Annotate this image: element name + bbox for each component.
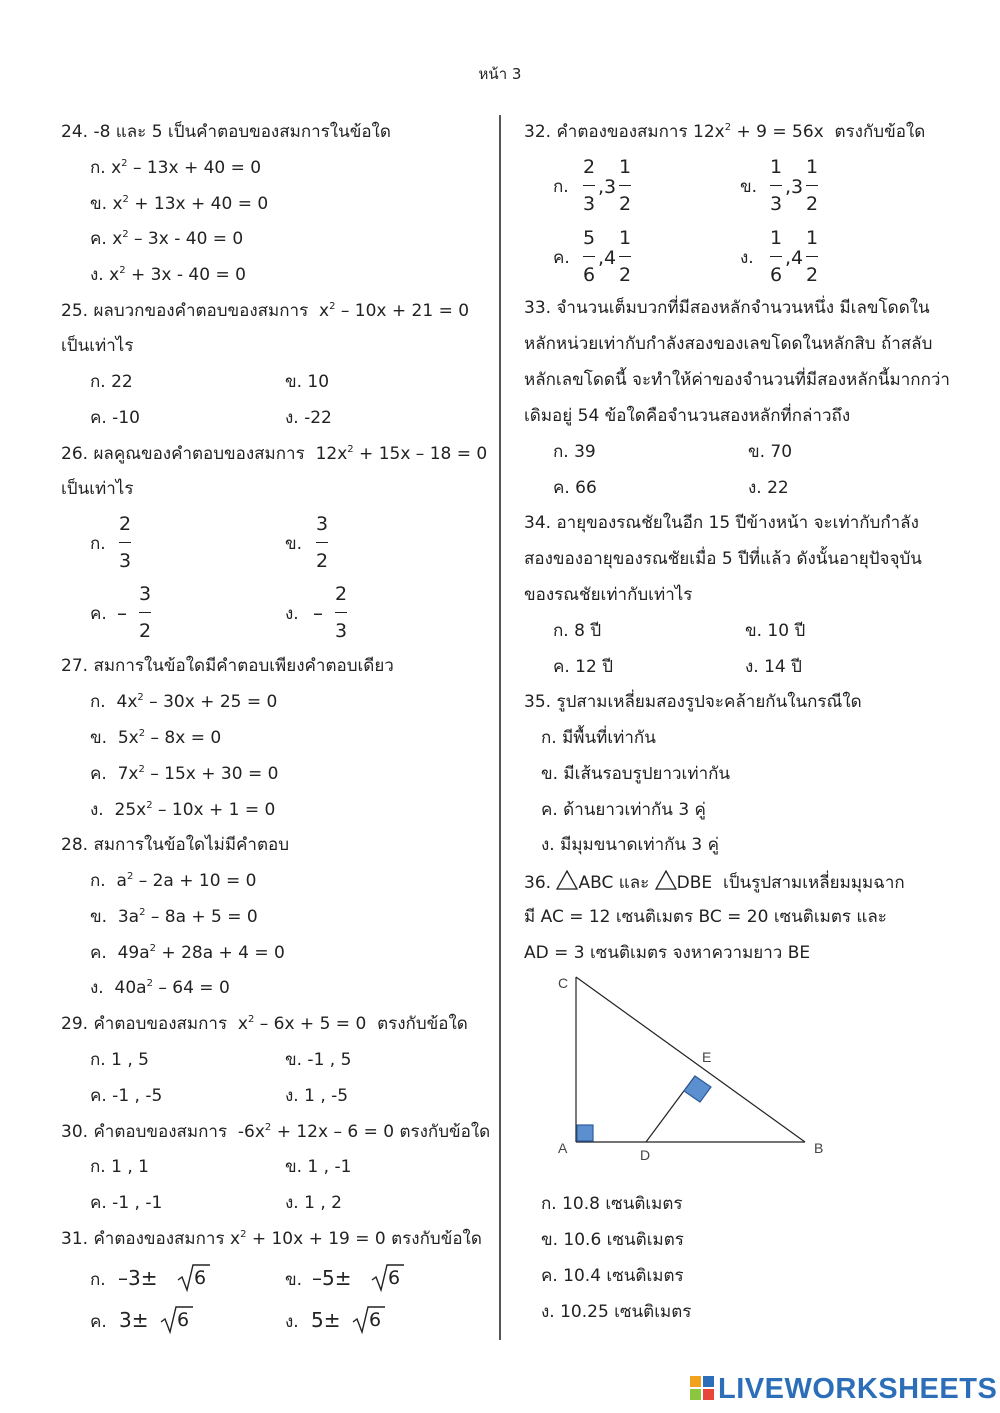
q32-option-a-label[interactable]: ก. [553,177,569,197]
q36-option-a[interactable]: ก. 10.8 เซนติเมตร [541,1194,683,1214]
q35-option-d[interactable]: ง. มีมุมขนาดเท่ากัน 3 คู่ [541,835,720,855]
question-33-line: 33. จำนวนเต็มบวกที่มีสองหลักจำนวนหนึ่ง มีเลขโดดใน [524,298,930,318]
q35-option-b[interactable]: ข. มีเส้นรอบรูปยาวเท่ากัน [541,764,731,784]
q24-option-a[interactable]: ก. $x^2 - 13x + 40 = 0$ [90,158,262,178]
q32-option-b-fraction-2[interactable]: 1 2 [805,156,819,215]
q32-option-c-whole: ,4 [598,247,617,269]
q33-option-a[interactable]: ก. 39 [553,442,596,462]
q26-option-c-sign: – [117,601,127,625]
q31-option-d-label[interactable]: ง. [285,1312,299,1332]
right-angle-marker-e [684,1076,711,1102]
q26-option-d-fraction[interactable]: 2 3 [334,583,348,642]
q31-option-b-value[interactable]: –5± [312,1266,352,1290]
q32-option-a-whole: ,3 [598,176,617,198]
q31-option-d-value[interactable]: 5± [311,1308,341,1332]
q32-option-c-label[interactable]: ค. [553,248,570,268]
right-angle-marker-a [577,1125,593,1141]
q34-option-d[interactable]: ง. 14 ปี [745,657,802,677]
q33-option-d[interactable]: ง. 22 [748,478,789,498]
vertex-label-d: D [640,1147,651,1163]
question-36-line-2: มี AC = 12 เซนติเมตร BC = 20 เซนติเมตร และ [524,907,887,927]
q30-option-a[interactable]: ก. 1 , 1 [90,1157,149,1177]
question-25-stem-end: เป็นเท่าไร [61,336,134,356]
question-31-stem: 31. คำตองของสมการ $x^2 + 10x + 19 = 0$ ตรงกับข้อใด [61,1229,482,1249]
q31-option-b-label[interactable]: ข. [285,1270,303,1290]
q26-option-a-label[interactable]: ก. [90,534,106,554]
q29-option-d[interactable]: ง. 1 , -5 [285,1086,349,1106]
q32-option-b-whole: ,3 [785,176,804,198]
q32-option-a-fraction-2[interactable]: 1 2 [618,156,632,215]
q27-option-d[interactable]: ง. $25x^2 - 10x + 1 = 0$ [90,800,276,820]
question-27-stem: 27. สมการในข้อใดมีคำตอบเพียงคำตอบเดียว [61,656,394,676]
vertex-label-b: B [814,1140,824,1156]
q24-option-c[interactable]: ค. $x^2 - 3x - 40 = 0$ [90,229,244,249]
q31-option-c-label[interactable]: ค. [90,1312,107,1332]
q32-option-d-label[interactable]: ง. [740,248,754,268]
triangle-icon [655,870,677,890]
q31-option-a-value[interactable]: –3± [118,1266,158,1290]
q28-option-d[interactable]: ง. $40a^2 - 64 = 0$ [90,978,230,998]
q32-option-d-fraction-2[interactable]: 1 2 [805,227,819,286]
question-36-line-3: AD = 3 เซนติเมตร จงหาความยาว BE [524,943,811,963]
q29-option-b[interactable]: ข. -1 , 5 [285,1050,352,1070]
q26-option-d-label[interactable]: ง. [285,604,299,624]
q27-option-a[interactable]: ก. $4x^2 - 30x + 25 = 0$ [90,692,278,712]
q32-option-c-fraction-1[interactable]: 5 6 [582,227,596,286]
column-divider [499,115,501,1340]
vertex-label-e: E [702,1049,712,1065]
question-33-line: หลักหน่วยเท่ากับกำลังสองของเลขโดดในหลักสิบ ถ้าสลับ [524,334,933,354]
q25-option-d[interactable]: ง. -22 [285,408,332,428]
q32-option-d-fraction-1[interactable]: 1 6 [769,227,783,286]
q32-option-c-fraction-2[interactable]: 1 2 [618,227,632,286]
q28-option-a[interactable]: ก. $a^2 - 2a + 10 = 0$ [90,871,257,891]
q25-option-b[interactable]: ข. 10 [285,372,330,392]
question-25-stem: 25. ผลบวกของคำตอบของสมการ $x^2 - 10x + 21 = 0$ [61,301,470,321]
question-24-stem: 24. -8 และ 5 เป็นคำตอบของสมการในข้อใด [61,122,391,142]
q31-option-a-label[interactable]: ก. [90,1270,106,1290]
q25-option-a[interactable]: ก. 22 [90,372,133,392]
q32-option-a-fraction-1[interactable]: 2 3 [582,156,596,215]
q30-option-d[interactable]: ง. 1 , 2 [285,1193,342,1213]
question-33-line: หลักเลขโดดนี้ จะทำให้ค่าของจำนวนที่มีสองหลักนี้มากกว่า [524,370,950,390]
question-34-line: ของรณชัยเท่ากับเท่าไร [524,585,693,605]
q35-option-c[interactable]: ค. ด้านยาวเท่ากัน 3 คู่ [541,800,706,820]
question-32-stem: 32. คำตองของสมการ $12x^2 + 9 = 56x$ ตรงกับข้อใด [524,122,926,142]
question-36-line-1: 36. ABC และ DBE เป็นรูปสามเหลี่ยมมุมฉาก [524,870,905,894]
q36-option-c[interactable]: ค. 10.4 เซนติเมตร [541,1266,684,1286]
q30-option-c[interactable]: ค. -1 , -1 [90,1193,163,1213]
page-number: หน้า 3 [478,65,522,83]
q26-option-d-sign: – [313,601,323,625]
question-35-stem: 35. รูปสามเหลี่ยมสองรูปจะคล้ายกันในกรณีใด [524,692,862,712]
q34-option-a[interactable]: ก. 8 ปี [553,621,602,641]
q36-option-b[interactable]: ข. 10.6 เซนติเมตร [541,1230,684,1250]
q25-option-c[interactable]: ค. -10 [90,408,140,428]
q26-option-b-fraction[interactable]: 3 2 [315,513,329,572]
vertex-label-a: A [558,1140,568,1156]
liveworksheets-logo-icon [690,1376,714,1400]
q35-option-a[interactable]: ก. มีพื้นที่เท่ากัน [541,728,656,748]
q33-option-b[interactable]: ข. 70 [748,442,793,462]
q27-option-c[interactable]: ค. $7x^2 - 15x + 30 = 0$ [90,764,279,784]
q27-option-b[interactable]: ข. $5x^2 - 8x = 0$ [90,728,222,748]
q36-option-d[interactable]: ง. 10.25 เซนติเมตร [541,1302,692,1322]
triangle-icon [556,870,578,890]
q28-option-b[interactable]: ข. $3a^2 - 8a + 5 = 0$ [90,907,258,927]
question-33-line: เดิมอยู่ 54 ข้อใดคือจำนวนสองหลักที่กล่าวถึง [524,406,851,426]
q33-option-c[interactable]: ค. 66 [553,478,597,498]
question-26-stem-end: เป็นเท่าไร [61,479,134,499]
question-28-stem: 28. สมการในข้อใดไม่มีคำตอบ [61,835,290,855]
question-34-line: สองของอายุของรณชัยเมื่อ 5 ปีที่แล้ว ดังนั้นอายุปัจจุบัน [524,549,922,569]
triangle-figure [540,965,840,1170]
q26-option-c-fraction[interactable]: 3 2 [138,583,152,642]
q26-option-b-label[interactable]: ข. [285,534,303,554]
vertex-label-c: C [558,975,569,991]
question-29-stem: 29. คำตอบของสมการ $x^2 - 6x + 5 = 0$ ตรงกับข้อใด [61,1014,468,1034]
q34-option-b[interactable]: ข. 10 ปี [745,621,806,641]
q30-option-b[interactable]: ข. 1 , -1 [285,1157,352,1177]
q31-option-c-value[interactable]: 3± [119,1308,149,1332]
q24-option-b[interactable]: ข. $x^2 + 13x + 40 = 0$ [90,194,269,214]
q26-option-a-fraction[interactable]: 2 3 [118,513,132,572]
side-cb [576,977,805,1142]
q26-option-c-label[interactable]: ค. [90,604,107,624]
liveworksheets-wordmark: LIVEWORKSHEETS [718,1373,998,1405]
q32-option-b-fraction-1[interactable]: 1 3 [769,156,783,215]
q24-option-d[interactable]: ง. $x^2 + 3x - 40 = 0$ [90,265,246,285]
q32-option-d-whole: ,4 [785,247,804,269]
q28-option-c[interactable]: ค. $49a^2 + 28a + 4 = 0$ [90,943,285,963]
question-26-stem: 26. ผลคูณของคำตอบของสมการ $12x^2 + 15x - 18 = 0$ [61,444,488,464]
q29-option-a[interactable]: ก. 1 , 5 [90,1050,149,1070]
q29-option-c[interactable]: ค. -1 , -5 [90,1086,163,1106]
q32-option-b-label[interactable]: ข. [740,177,758,197]
question-34-line: 34. อายุของรณชัยในอีก 15 ปีข้างหน้า จะเท่ากับกำลัง [524,513,919,533]
q34-option-c[interactable]: ค. 12 ปี [553,657,614,677]
question-30-stem: 30. คำตอบของสมการ $-6x^2 + 12x - 6 = 0$ ตรงกับข้อใด [61,1122,491,1142]
